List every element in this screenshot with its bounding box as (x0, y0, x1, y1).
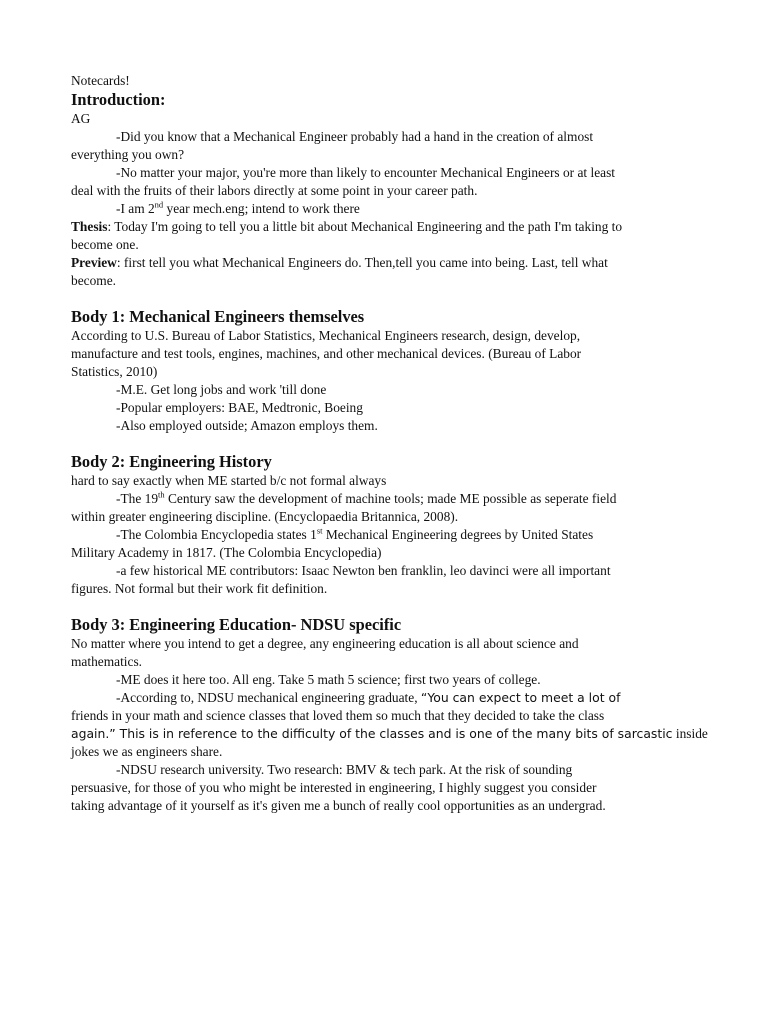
body1-point-1: -M.E. Get long jobs and work 'till done (116, 382, 327, 397)
body3-point-2: -According to, NDSU mechanical engineering graduate, “You can expect to meet a lot of friends in your math and science classes that loved them so much that they decided to take the class again.” This is in reference to the difficulty of the classes and is one of the many bits of sarcastic inside jokes we as engineers share. (71, 690, 708, 759)
body1-heading: Body 1: Mechanical Engineers themselves (71, 307, 365, 326)
graduate-quote-end: again.” This is in reference to the difficulty of the classes and is one of the many bits of sarcastic (71, 726, 673, 741)
body2-point-2: -The Colombia Encyclopedia states 1st Mechanical Engineering degrees by United States Military Academy in 1817. (The Colombia Encyclopedia) (71, 525, 594, 560)
body3-point-3: -NDSU research university. Two research: BMV & tech park. At the risk of sounding persuasive, for those of you who might be interested in engineering, I highly suggest you consider taking advantage of it yourself as it's given me a bunch of really cool opportunities as an undergrad. (71, 762, 606, 813)
introduction-heading: Introduction: (71, 90, 166, 109)
intro-point-3: -I am 2nd year mech.eng; intend to work there (116, 199, 360, 216)
thesis-label: Thesis (71, 219, 108, 234)
notecards-label: Notecards! (71, 73, 130, 88)
body2-intro: hard to say exactly when ME started b/c not formal always (71, 473, 387, 488)
body1-point-2: -Popular employers: BAE, Medtronic, Boeing (116, 400, 363, 415)
preview-statement: Preview: first tell you what Mechanical Engineers do. Then,tell you came into being. Last, tell what become. (71, 255, 608, 288)
body3-heading: Body 3: Engineering Education- NDSU specific (71, 615, 402, 634)
intro-point-1: -Did you know that a Mechanical Engineer probably had a hand in the creation of almost everything you own? (71, 129, 594, 162)
body2-point-1: -The 19th Century saw the development of machine tools; made ME possible as seperate field within greater engineering discipline. (Encyclopaedia Britannica, 2008). (71, 489, 617, 524)
body3-point-1: -ME does it here too. All eng. Take 5 math 5 science; first two years of college. (116, 672, 541, 687)
body2-heading: Body 2: Engineering History (71, 452, 272, 471)
body3-intro: No matter where you intend to get a degree, any engineering education is all about science and mathematics. (71, 636, 579, 669)
intro-point-2: -No matter your major, you're more than likely to encounter Mechanical Engineers or at least deal with the fruits of their labors directly at some point in your career path. (71, 165, 616, 198)
preview-label: Preview (71, 255, 117, 270)
body1-text: According to U.S. Bureau of Labor Statistics, Mechanical Engineers research, design, develop, manufacture and test tools, engines, machines, and other mechanical devices. (Bureau of Labor Statistics, 2010) (71, 328, 582, 379)
body1-point-3: -Also employed outside; Amazon employs them. (116, 418, 378, 433)
document-page (71, 72, 708, 815)
body2-point-3: -a few historical ME contributors: Isaac Newton ben franklin, leo davinci were all important figures. Not formal but their work fit definition. (71, 563, 611, 596)
graduate-quote-start: “You can expect to meet a lot of (420, 690, 621, 705)
author-initials: AG (71, 111, 91, 126)
thesis-statement: Thesis: Today I'm going to tell you a little bit about Mechanical Engineering and the path I'm taking to become one. (71, 219, 623, 252)
